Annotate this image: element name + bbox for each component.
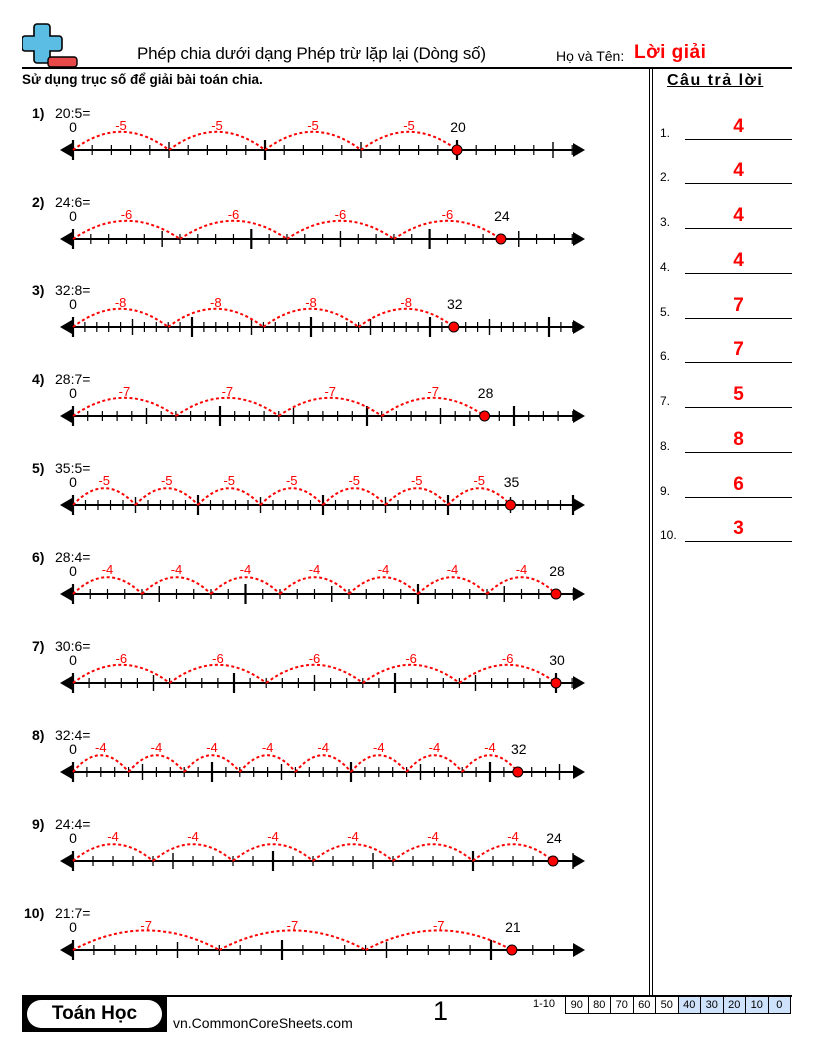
start-label: 0 bbox=[69, 919, 77, 935]
left-arrow-icon bbox=[60, 143, 72, 157]
problem-number: 9) bbox=[32, 816, 45, 832]
hop-label: -5 bbox=[223, 473, 236, 488]
end-label: 28 bbox=[549, 563, 565, 579]
answer-row bbox=[660, 154, 792, 184]
answer-line bbox=[685, 273, 792, 274]
score-cell: 0 bbox=[768, 997, 791, 1013]
answer-number: 1. bbox=[660, 126, 671, 140]
right-arrow-icon bbox=[573, 143, 585, 157]
hop-label: -7 bbox=[221, 384, 234, 399]
problem-expression: 24:4= bbox=[55, 816, 91, 832]
answer-value[interactable]: 6 bbox=[733, 474, 744, 495]
hop-label: -6 bbox=[308, 651, 321, 666]
hop-label: -8 bbox=[400, 295, 412, 310]
hop-label: -4 bbox=[206, 740, 218, 755]
hop-label: -6 bbox=[120, 207, 133, 222]
name-value: Lời giải bbox=[634, 42, 707, 63]
left-arrow-icon bbox=[60, 676, 72, 690]
problem-expression: 20:5= bbox=[55, 105, 91, 121]
answer-value[interactable]: 7 bbox=[733, 339, 744, 360]
hop-label: -8 bbox=[114, 295, 127, 310]
left-arrow-icon bbox=[60, 765, 72, 779]
answer-value[interactable]: 3 bbox=[733, 518, 744, 539]
hop-arc bbox=[382, 398, 485, 416]
answer-number: 7. bbox=[660, 394, 671, 408]
right-arrow-icon bbox=[573, 854, 585, 868]
hop-arc bbox=[219, 930, 365, 950]
end-label: 30 bbox=[549, 652, 565, 668]
answer-value[interactable]: 4 bbox=[733, 116, 744, 137]
problem-8 bbox=[32, 727, 585, 782]
end-point-dot bbox=[480, 411, 490, 421]
name-label: Họ và Tên: bbox=[556, 48, 625, 64]
score-cell: 50 bbox=[655, 997, 678, 1013]
right-arrow-icon bbox=[573, 320, 585, 334]
end-label: 21 bbox=[505, 919, 521, 935]
hop-label: -7 bbox=[118, 384, 131, 399]
hop-label: -8 bbox=[210, 295, 222, 310]
hop-label: -5 bbox=[473, 473, 486, 488]
score-cell: 90 bbox=[570, 999, 583, 1011]
problem-number: 10) bbox=[24, 905, 45, 921]
end-label: 35 bbox=[503, 474, 520, 490]
left-arrow-icon bbox=[60, 232, 72, 246]
problem-number: 1) bbox=[32, 105, 45, 121]
hop-label: -7 bbox=[286, 918, 299, 933]
hop-label: -5 bbox=[403, 118, 415, 133]
score-cell: 60 bbox=[633, 997, 656, 1013]
hop-label: -6 bbox=[115, 651, 128, 666]
problem-number: 6) bbox=[32, 549, 45, 565]
answer-row bbox=[660, 378, 792, 408]
left-arrow-icon bbox=[60, 943, 72, 957]
left-arrow-icon bbox=[60, 498, 72, 512]
problem-expression: 32:8= bbox=[55, 282, 91, 298]
hop-label: -4 bbox=[507, 829, 519, 844]
problem-number: 2) bbox=[32, 194, 45, 210]
hop-arc bbox=[198, 488, 261, 505]
answer-line bbox=[685, 497, 792, 498]
end-point-dot bbox=[506, 500, 516, 510]
right-arrow-icon bbox=[573, 765, 585, 779]
footer-brand-label: Toán Học bbox=[27, 1000, 162, 1028]
answer-number: 3. bbox=[660, 215, 671, 229]
hop-label: -7 bbox=[427, 384, 439, 399]
answer-value[interactable]: 4 bbox=[733, 205, 744, 226]
hop-arc bbox=[323, 488, 386, 505]
problem-10 bbox=[24, 905, 585, 960]
start-label: 0 bbox=[69, 208, 77, 224]
hop-label: -4 bbox=[377, 562, 390, 577]
answers-title: Câu trả lời bbox=[667, 72, 764, 89]
problem-number: 3) bbox=[32, 282, 45, 298]
answer-number: 4. bbox=[660, 260, 671, 274]
hop-arc bbox=[169, 132, 265, 150]
hop-label: -4 bbox=[95, 740, 107, 755]
answer-row bbox=[660, 199, 792, 229]
hop-label: -4 bbox=[150, 740, 163, 755]
left-arrow-icon bbox=[60, 320, 72, 334]
hop-arc bbox=[73, 930, 219, 950]
hop-label: -4 bbox=[101, 562, 114, 577]
problem-7 bbox=[32, 638, 585, 693]
hop-arc bbox=[73, 398, 176, 416]
end-point-dot bbox=[507, 945, 517, 955]
answer-row bbox=[660, 110, 792, 140]
end-point-dot bbox=[548, 856, 558, 866]
problem-9 bbox=[32, 816, 585, 871]
answer-value[interactable]: 5 bbox=[733, 384, 744, 405]
answer-value[interactable]: 4 bbox=[733, 160, 744, 181]
left-arrow-icon bbox=[60, 587, 72, 601]
start-label: 0 bbox=[69, 474, 77, 490]
page-number: 1 bbox=[433, 996, 449, 1026]
hop-label: -5 bbox=[410, 473, 423, 488]
problem-expression: 28:7= bbox=[55, 371, 91, 387]
score-cell: 10 bbox=[745, 997, 768, 1013]
score-range-label: 1-10 bbox=[533, 998, 556, 1010]
hop-label: -4 bbox=[515, 562, 528, 577]
end-point-dot bbox=[513, 767, 523, 777]
answer-line bbox=[685, 362, 792, 363]
end-label: 24 bbox=[546, 830, 562, 846]
score-cell: 30 bbox=[700, 997, 723, 1013]
hop-label: -4 bbox=[428, 740, 441, 755]
score-cell: 80 bbox=[588, 997, 611, 1013]
hop-label: -5 bbox=[348, 473, 361, 488]
start-label: 0 bbox=[69, 385, 77, 401]
problem-expression: 35:5= bbox=[55, 460, 91, 476]
start-label: 0 bbox=[69, 296, 77, 312]
end-label: 24 bbox=[494, 208, 510, 224]
problem-1 bbox=[32, 105, 585, 160]
hop-label: -6 bbox=[212, 651, 224, 666]
hop-arc bbox=[176, 398, 279, 416]
end-point-dot bbox=[551, 589, 561, 599]
hop-label: -4 bbox=[308, 562, 321, 577]
problem-expression: 21:7= bbox=[55, 905, 91, 921]
answer-line bbox=[685, 541, 792, 542]
hop-label: -4 bbox=[317, 740, 329, 755]
problem-expression: 32:4= bbox=[55, 727, 91, 743]
answer-line bbox=[685, 139, 792, 140]
answer-value[interactable]: 8 bbox=[733, 429, 744, 450]
answer-number: 6. bbox=[660, 349, 671, 363]
hop-label: -4 bbox=[427, 829, 439, 844]
hop-label: -5 bbox=[307, 118, 319, 133]
hop-arc bbox=[136, 488, 199, 505]
problem-number: 5) bbox=[32, 460, 45, 476]
right-arrow-icon bbox=[573, 587, 585, 601]
start-label: 0 bbox=[69, 830, 77, 846]
instructions: Sử dụng trục số để giải bài toán chia. bbox=[22, 72, 263, 87]
right-arrow-icon bbox=[573, 676, 585, 690]
problem-expression: 24:6= bbox=[55, 194, 91, 210]
hop-label: -4 bbox=[347, 829, 359, 844]
score-table bbox=[565, 996, 791, 1014]
answer-number: 9. bbox=[660, 484, 671, 498]
problem-2 bbox=[32, 194, 585, 249]
answer-line bbox=[685, 407, 792, 408]
start-label: 0 bbox=[69, 563, 77, 579]
hop-label: -6 bbox=[441, 207, 454, 222]
right-arrow-icon bbox=[573, 409, 585, 423]
answer-row bbox=[660, 244, 792, 274]
problem-3 bbox=[32, 282, 585, 337]
hop-label: -6 bbox=[227, 207, 240, 222]
problem-number: 7) bbox=[32, 638, 45, 654]
hop-label: -4 bbox=[187, 829, 199, 844]
hop-arc bbox=[448, 488, 511, 505]
right-arrow-icon bbox=[573, 498, 585, 512]
score-cell: 20 bbox=[723, 997, 746, 1013]
hop-label: -8 bbox=[305, 295, 317, 310]
answer-number: 2. bbox=[660, 170, 671, 184]
hop-label: -6 bbox=[501, 651, 514, 666]
hop-label: -7 bbox=[140, 918, 152, 933]
start-label: 0 bbox=[69, 652, 77, 668]
hop-arc bbox=[73, 488, 136, 505]
hop-label: -4 bbox=[107, 829, 119, 844]
end-point-dot bbox=[496, 234, 506, 244]
end-point-dot bbox=[449, 322, 459, 332]
score-cell: 40 bbox=[678, 997, 701, 1013]
answer-number: 5. bbox=[660, 305, 671, 319]
end-label: 20 bbox=[450, 119, 466, 135]
answer-row bbox=[660, 289, 792, 319]
hop-label: -4 bbox=[267, 829, 279, 844]
end-label: 32 bbox=[511, 741, 527, 757]
answer-row bbox=[660, 512, 792, 542]
hop-arc bbox=[386, 488, 449, 505]
hop-label: -7 bbox=[432, 918, 445, 933]
start-label: 0 bbox=[69, 741, 77, 757]
hop-arc bbox=[265, 132, 361, 150]
problem-5 bbox=[32, 460, 585, 515]
hop-label: -4 bbox=[484, 740, 496, 755]
hop-label: -5 bbox=[98, 473, 111, 488]
problem-number: 8) bbox=[32, 727, 45, 743]
hop-label: -4 bbox=[373, 740, 385, 755]
hop-label: -4 bbox=[170, 562, 183, 577]
hop-arc bbox=[73, 132, 169, 150]
problem-6 bbox=[32, 549, 585, 604]
hop-label: -6 bbox=[334, 207, 347, 222]
hop-label: -5 bbox=[285, 473, 298, 488]
hop-label: -4 bbox=[446, 562, 459, 577]
answer-number: 10. bbox=[660, 528, 677, 542]
right-arrow-icon bbox=[573, 232, 585, 246]
answer-line bbox=[685, 452, 792, 453]
end-point-dot bbox=[551, 678, 561, 688]
page-title: Phép chia dưới dạng Phép trừ lặp lại (Dòng số) bbox=[137, 44, 486, 63]
end-point-dot bbox=[452, 145, 462, 155]
hop-label: -4 bbox=[239, 562, 252, 577]
end-label: 28 bbox=[477, 385, 494, 401]
start-label: 0 bbox=[69, 119, 77, 135]
left-arrow-icon bbox=[60, 854, 72, 868]
answer-number: 8. bbox=[660, 439, 671, 453]
hop-arc bbox=[361, 132, 457, 150]
footer-site-link[interactable]: vn.CommonCoreSheets.com bbox=[173, 1015, 353, 1031]
problem-expression: 30:6= bbox=[55, 638, 91, 654]
hop-label: -5 bbox=[160, 473, 173, 488]
answer-line bbox=[685, 228, 792, 229]
hop-label: -6 bbox=[405, 651, 417, 666]
problem-expression: 28:4= bbox=[55, 549, 91, 565]
left-arrow-icon bbox=[60, 409, 72, 423]
problem-4 bbox=[32, 371, 585, 426]
problem-number: 4) bbox=[32, 371, 45, 387]
answer-row bbox=[660, 423, 792, 453]
end-label: 32 bbox=[447, 296, 463, 312]
answer-row bbox=[660, 333, 792, 363]
score-cell: 70 bbox=[610, 997, 633, 1013]
hop-label: -5 bbox=[211, 118, 223, 133]
answer-value[interactable]: 4 bbox=[733, 250, 744, 271]
answer-row bbox=[660, 468, 792, 498]
hop-label: -7 bbox=[324, 384, 337, 399]
answer-line bbox=[685, 318, 792, 319]
answer-line bbox=[685, 183, 792, 184]
hop-arc bbox=[261, 488, 324, 505]
hop-label: -5 bbox=[115, 118, 127, 133]
hop-label: -4 bbox=[261, 740, 274, 755]
answer-value[interactable]: 7 bbox=[733, 295, 744, 316]
